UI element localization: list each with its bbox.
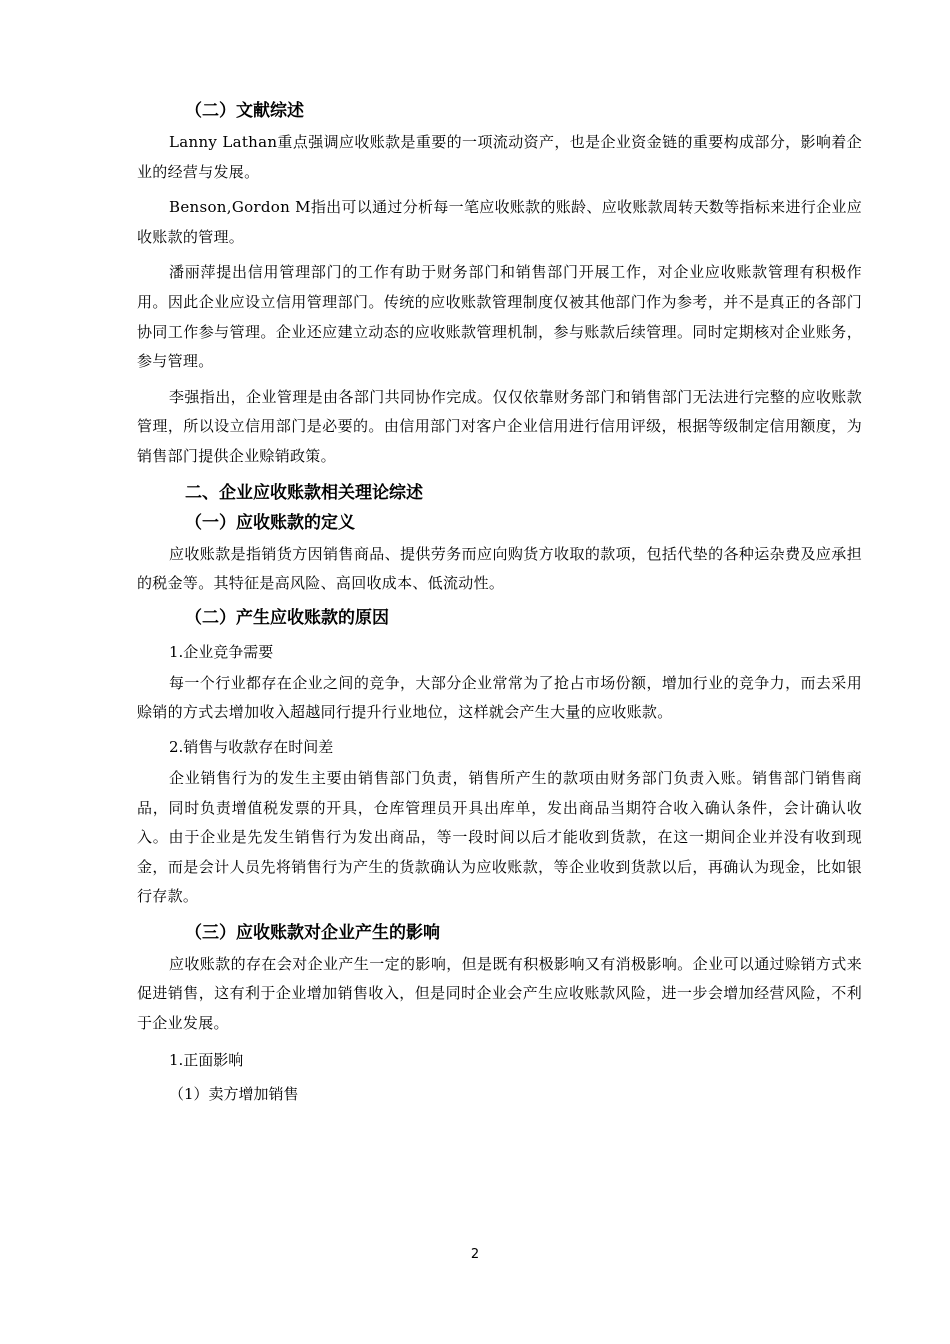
paragraph-competition: 每一个行业都存在企业之间的竞争，大部分企业常常为了抢占市场份额，增加行业的竞争力，而去采用赊销的方式去增加收入超越同行提升行业地位，这样就会产生大量的应收账款。: [137, 673, 862, 722]
paragraph-time-gap: 企业销售行为的发生主要由销售部门负责，销售所产生的款项由财务部门负责入账。销售部门销售商品，同时负责增值税发票的开具，仓库管理员开具出库单，发出商品当期符合收入确认条件，会计确认收入。由于企业是先发生销售行为发出商品，等一段时间以后才能收到货款，在这一期间企业并没有收到现金，而是会计人员先将销售行为产生的货款确认为应收账款，等企业收到货款以后，再确认为现金，比如银行存款。: [137, 768, 862, 906]
section-heading-causes: （二）产生应收账款的原因: [185, 607, 389, 628]
subheading-positive-impact: 1.正面影响: [169, 1050, 244, 1069]
section-heading-literature-review: （二）文献综述: [185, 101, 304, 121]
paragraph-benson: Benson,Gordon M指出可以通过分析每一笔应收账款的账龄、应收账款周转天数等指标来进行企业应收账款的管理。: [137, 198, 862, 246]
section-heading-impact: （三）应收账款对企业产生的影响: [185, 922, 440, 943]
chapter-heading-theory: 二、企业应收账款相关理论综述: [185, 482, 423, 503]
paragraph-lathan: Lanny Lathan重点强调应收账款是重要的一项流动资产，也是企业资金链的重要构成部分，影响着企业的经营与发展。: [137, 133, 862, 181]
page-number: 2: [470, 1247, 480, 1262]
paragraph-impact: 应收账款的存在会对企业产生一定的影响，但是既有积极影响又有消极影响。企业可以通过赊销方式来促进销售，这有利于企业增加销售收入，但是同时企业会产生应收账款风险，进一步会增加经营风险，不利于企业发展。: [137, 954, 862, 1033]
page-content: [137, 96, 862, 1109]
subheading-competition: 1.企业竞争需要: [169, 642, 274, 661]
paragraph-definition: 应收账款是指销货方因销售商品、提供劳务而应向购货方收取的款项，包括代垫的各种运杂费及应承担的税金等。其特征是高风险、高回收成本、低流动性。: [137, 544, 862, 593]
subheading-increase-sales: （1）卖方增加销售: [169, 1084, 299, 1103]
paragraph-pan: 潘丽萍提出信用管理部门的工作有助于财务部门和销售部门开展工作，对企业应收账款管理有积极作用。因此企业应设立信用管理部门。传统的应收账款管理制度仅被其他部门作为参考，并不是真正的各部门协同工作参与管理。企业还应建立动态的应收账款管理机制，参与账款后续管理。同时定期核对企业账务，参与管理。: [137, 263, 862, 371]
paragraph-li: 李强指出，企业管理是由各部门共同协作完成。仅仅依靠财务部门和销售部门无法进行完整的应收账款管理，所以设立信用部门是必要的。由信用部门对客户企业信用进行信用评级，根据等级制定信用额度，为销售部门提供企业赊销政策。: [137, 387, 862, 465]
subheading-time-gap: 2.销售与收款存在时间差: [169, 737, 334, 756]
section-heading-definition: （一）应收账款的定义: [185, 512, 355, 533]
